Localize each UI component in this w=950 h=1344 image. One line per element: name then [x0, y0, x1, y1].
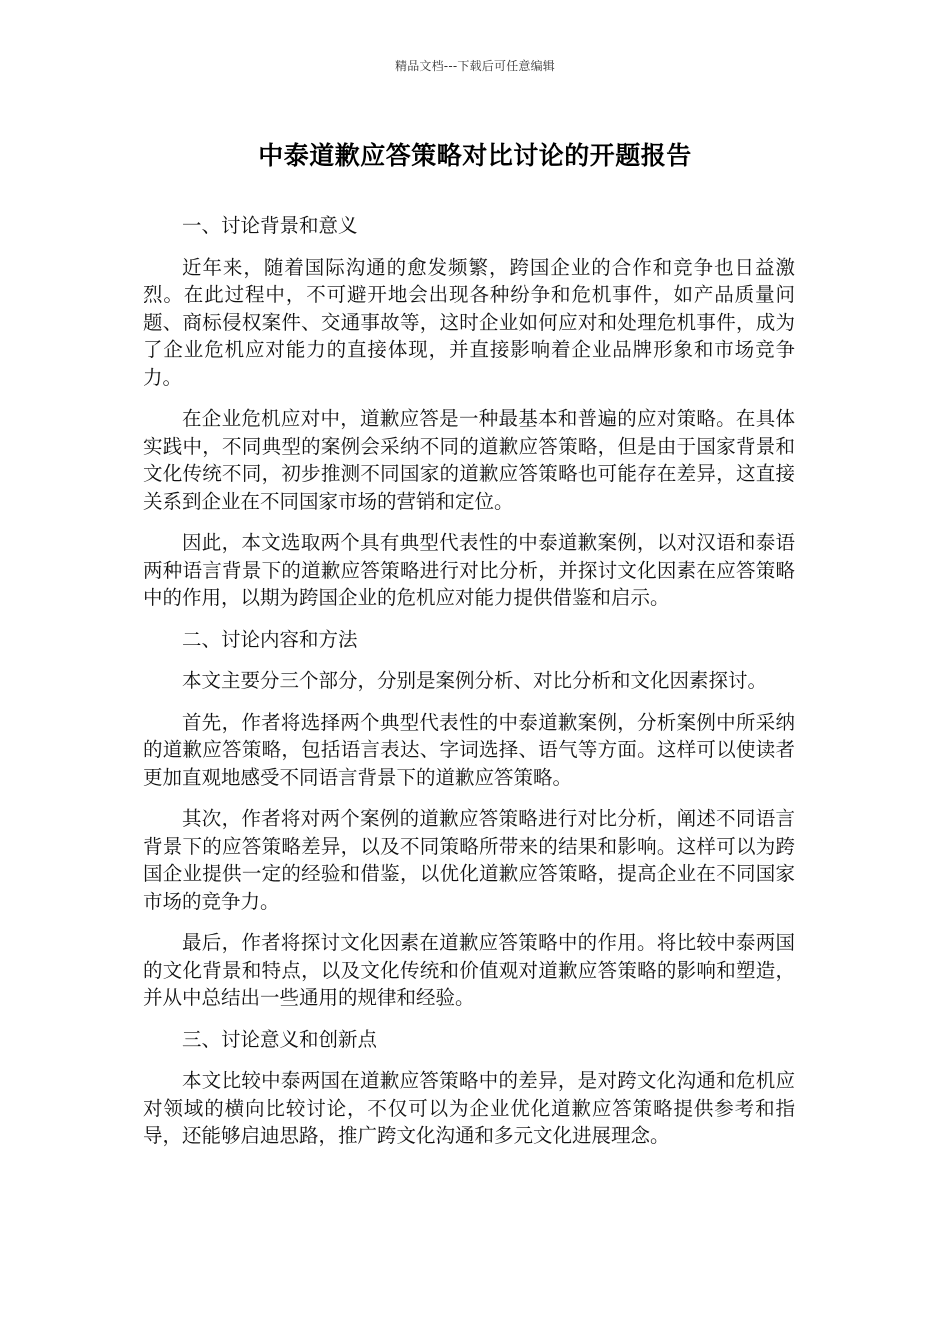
paragraph: 最后，作者将探讨文化因素在道歉应答策略中的作用。将比较中泰两国的文化背景和特点，以及文化传统和价值观对道歉应答策略的影响和塑造，并从中总结出一些通用的规律和经验。	[143, 931, 795, 1009]
section-heading-significance: 三、讨论意义和创新点	[182, 1027, 378, 1051]
paragraph: 首先，作者将选择两个典型代表性的中泰道歉案例，分析案例中所采纳的道歉应答策略，包括语言表达、字词选择、语气等方面。这样可以使读者更加直观地感受不同语言背景下的道歉应答策略。	[143, 710, 795, 789]
paragraph: 本文比较中泰两国在道歉应答策略中的差异，是对跨文化沟通和危机应对领域的横向比较讨论，不仅可以为企业优化道歉应答策略提供参考和指导，还能够启迪思路，推广跨文化沟通和多元文化进展理念。	[143, 1069, 795, 1147]
section-heading-background: 一、讨论背景和意义	[182, 214, 358, 237]
document-title: 中泰道歉应答策略对比讨论的开题报告	[258, 141, 692, 170]
section-heading-content-method: 二、讨论内容和方法	[182, 627, 358, 651]
header-note: 精品文档---下载后可任意编辑	[395, 59, 555, 73]
paragraph: 本文主要分三个部分，分别是案例分析、对比分析和文化因素探讨。	[182, 669, 768, 692]
paragraph: 近年来，随着国际沟通的愈发频繁，跨国企业的合作和竞争也日益激烈。在此过程中，不可避开地会出现各种纷争和危机事件，如产品质量问题、商标侵权案件、交通事故等，这时企业如何应对和处理危机事件，成为了企业危机应对能力的直接体现，并直接影响着企业品牌形象和市场竞争力。	[143, 255, 795, 389]
paragraph: 因此，本文选取两个具有典型代表性的中泰道歉案例，以对汉语和泰语两种语言背景下的道歉应答策略进行对比分析，并探讨文化因素在应答策略中的作用，以期为跨国企业的危机应对能力提供借鉴和启示。	[143, 531, 795, 609]
document-body	[143, 212, 795, 1164]
paragraph: 其次，作者将对两个案例的道歉应答策略进行对比分析，阐述不同语言背景下的应答策略差异，以及不同策略所带来的结果和影响。这样可以为跨国企业提供一定的经验和借鉴，以优化道歉应答策略，提高企业在不同国家市场的竞争力。	[143, 807, 795, 913]
paragraph: 在企业危机应对中，道歉应答是一种最基本和普遍的应对策略。在具体实践中，不同典型的案例会采纳不同的道歉应答策略，但是由于国家背景和文化传统不同，初步推测不同国家的道歉应答策略也可能存在差异，这直接关系到企业在不同国家市场的营销和定位。	[143, 407, 795, 513]
